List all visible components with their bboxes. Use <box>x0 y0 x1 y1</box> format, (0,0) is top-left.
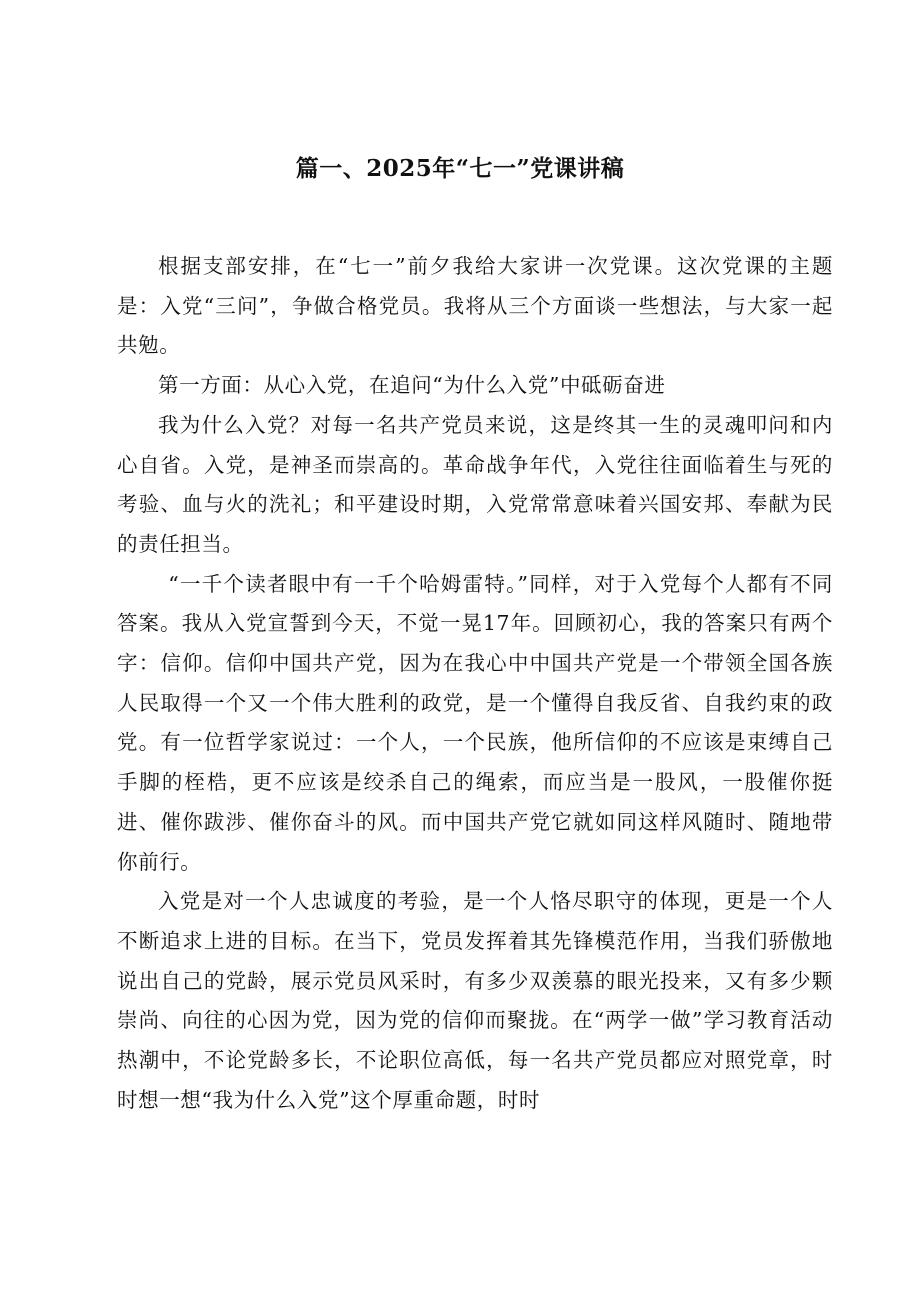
section-heading-1: 第一方面：从心入党，在追问“为什么入党”中砥砺奋进 <box>158 373 666 398</box>
paragraph-why-join: 我为什么入党？对每一名共产党员来说，这是终其一生的灵魂叩问和内心自省。入党，是神圣而崇高的。革命战争年代，入党往往面临着生与死的考验、血与火的洗礼；和平建设时期，入党常常意味着兴国安邦、奉献为民的责任担当。 <box>117 412 833 556</box>
paragraph-loyalty: 入党是对一个人忠诚度的考验，是一个人恪尽职守的体现，更是一个人不断追求上进的目标。在当下，党员发挥着其先锋模范作用，当我们骄傲地说出自己的党龄，展示党员风采时，有多少双羡慕的眼光投来，又有多少颗崇尚、向往的心因为党，因为党的信仰而聚拢。在“两学一做”学习教育活动热潮中，不论党龄多长，不论职位高低，每一名共产党员都应对照党章，时时想一想“我为什么入党”这个厚重命题，时时 <box>117 889 833 1112</box>
document-body <box>117 247 833 1120</box>
paragraph-faith: “一千个读者眼中有一千个哈姆雷特。”同样，对于入党每个人都有不同答案。我从入党宣誓到今天，不觉一晃17年。回顾初心，我的答案只有两个字：信仰。信仰中国共产党，因为在我心中中国共产党是一个带领全国各族人民取得一个又一个伟大胜利的政党，是一个懂得自我反省、自我约束的政党。有一位哲学家说过：一个人，一个民族，他所信仰的不应该是束缚自己手脚的桎梏，更不应该是绞杀自己的绳索，而应当是一股风，一股催你挺进、催你跋涉、催你奋斗的风。而中国共产党它就如同这样风随时、随地带你前行。 <box>117 571 833 874</box>
document-title: 篇一、2025年“七一”党课讲稿 <box>295 155 625 182</box>
paragraph-intro: 根据支部安排，在“七一”前夕我给大家讲一次党课。这次党课的主题是：入党“三问”，争做合格党员。我将从三个方面谈一些想法，与大家一起共勉。 <box>117 254 833 358</box>
